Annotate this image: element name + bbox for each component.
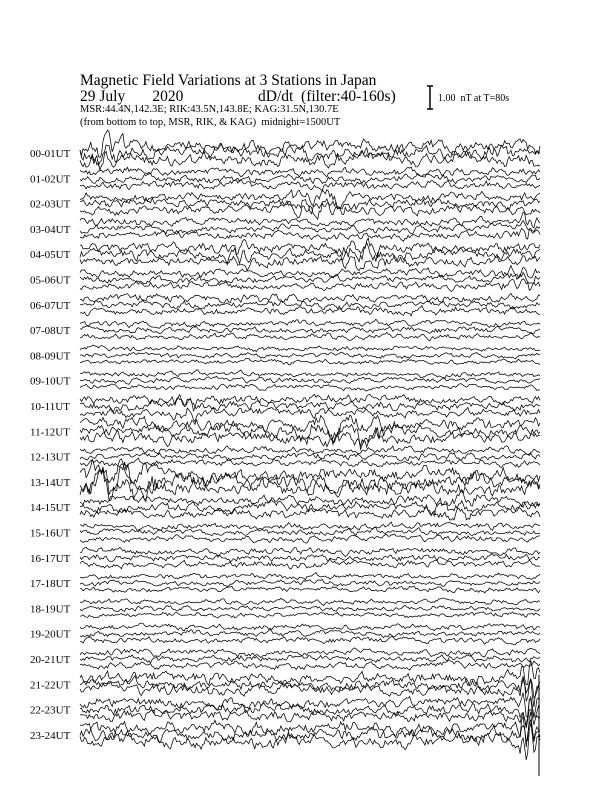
row-label-08-09UT: 08-09UT: [30, 350, 71, 363]
trace-19-20UT-KAG: [80, 623, 540, 631]
row-label-20-21UT: 20-21UT: [30, 654, 71, 666]
trace-16-17UT-RIK: [80, 554, 540, 562]
trace-12-13UT-MSR: [80, 458, 540, 467]
row-label-14-15UT: 14-15UT: [30, 502, 71, 515]
trace-16-17UT-MSR: [80, 559, 540, 569]
row-label-03-04UT: 03-04UT: [30, 223, 71, 236]
trace-18-19UT-RIK: [80, 605, 540, 611]
row-label-01-02UT: 01-02UT: [30, 173, 71, 186]
trace-21-22UT-MSR: [80, 676, 540, 707]
trace-05-06UT-RIK: [80, 272, 540, 283]
trace-15-16UT-KAG: [80, 522, 540, 531]
trace-23-24UT-MSR: [80, 723, 540, 760]
trace-18-19UT-KAG: [80, 598, 540, 605]
trace-20-21UT-MSR: [80, 660, 540, 670]
trace-01-02UT-MSR: [80, 180, 540, 191]
row-label-13-14UT: 13-14UT: [30, 476, 71, 489]
trace-01-02UT-RIK: [80, 173, 540, 183]
row-label-17-18UT: 17-18UT: [30, 578, 71, 591]
trace-19-20UT-MSR: [80, 637, 540, 645]
row-label-18-19UT: 18-19UT: [30, 603, 71, 616]
row-label-15-16UT: 15-16UT: [30, 527, 71, 540]
trace-18-19UT-MSR: [80, 612, 540, 618]
trace-09-10UT-KAG: [80, 370, 540, 378]
trace-09-10UT-MSR: [80, 384, 540, 392]
trace-08-09UT-RIK: [80, 352, 540, 359]
trace-06-07UT-KAG: [80, 294, 540, 304]
trace-13-14UT-MSR: [80, 467, 540, 502]
row-label-19-20UT: 19-20UT: [30, 628, 71, 641]
scale-bar-label: 1.00 nT at T=80s: [438, 93, 510, 104]
chart-date: 29 July 2020: [80, 88, 184, 105]
trace-07-08UT-MSR: [80, 332, 540, 341]
row-label-05-06UT: 05-06UT: [30, 274, 71, 287]
row-label-16-17UT: 16-17UT: [30, 552, 71, 565]
trace-04-05UT-MSR: [80, 254, 540, 270]
row-label-11-12UT: 11-12UT: [30, 426, 70, 439]
row-label-00-01UT: 00-01UT: [30, 148, 71, 160]
row-label-06-07UT: 06-07UT: [30, 299, 71, 312]
row-label-22-23UT: 22-23UT: [30, 704, 71, 717]
trace-05-06UT-KAG: [80, 266, 540, 279]
trace-10-11UT-MSR: [80, 407, 540, 421]
chart-measure: dD/dt (filter:40-160s): [258, 88, 396, 105]
chart-title: Magnetic Field Variations at 3 Stations in Japan: [80, 72, 377, 89]
station-order-note: (from bottom to top, MSR, RIK, & KAG) midnight=1500UT: [80, 117, 341, 128]
trace-00-01UT-KAG: [80, 130, 540, 157]
trace-22-23UT-KAG: [80, 693, 540, 717]
row-label-02-03UT: 02-03UT: [30, 198, 71, 211]
trace-07-08UT-RIK: [80, 326, 540, 334]
trace-05-06UT-MSR: [80, 279, 540, 292]
trace-17-18UT-KAG: [80, 573, 540, 580]
trace-04-05UT-KAG: [80, 238, 540, 258]
trace-10-11UT-RIK: [80, 398, 540, 412]
trace-00-01UT-MSR: [80, 150, 540, 170]
trace-12-13UT-RIK: [80, 453, 540, 461]
station-coordinates: MSR:44.4N,142.3E; RIK:43.5N,143.8E; KAG:31.5N,130.7E: [80, 104, 339, 115]
trace-09-10UT-RIK: [80, 376, 540, 384]
trace-08-09UT-KAG: [80, 345, 540, 352]
row-label-09-10UT: 09-10UT: [30, 375, 71, 388]
trace-17-18UT-RIK: [80, 579, 540, 586]
trace-07-08UT-KAG: [80, 319, 540, 328]
row-label-23-24UT: 23-24UT: [30, 729, 71, 742]
trace-11-12UT-MSR: [80, 428, 540, 449]
trace-04-05UT-RIK: [80, 243, 540, 265]
row-label-12-13UT: 12-13UT: [30, 451, 71, 464]
trace-16-17UT-KAG: [80, 547, 540, 556]
trace-06-07UT-MSR: [80, 306, 540, 316]
trace-01-02UT-KAG: [80, 167, 540, 177]
trace-15-16UT-RIK: [80, 528, 540, 536]
row-label-04-05UT: 04-05UT: [30, 249, 71, 262]
trace-03-04UT-KAG: [80, 212, 540, 228]
row-label-21-22UT: 21-22UT: [30, 679, 71, 692]
trace-08-09UT-MSR: [80, 359, 540, 365]
row-label-07-08UT: 07-08UT: [30, 325, 71, 338]
row-label-10-11UT: 10-11UT: [30, 401, 70, 413]
trace-17-18UT-MSR: [80, 586, 540, 593]
